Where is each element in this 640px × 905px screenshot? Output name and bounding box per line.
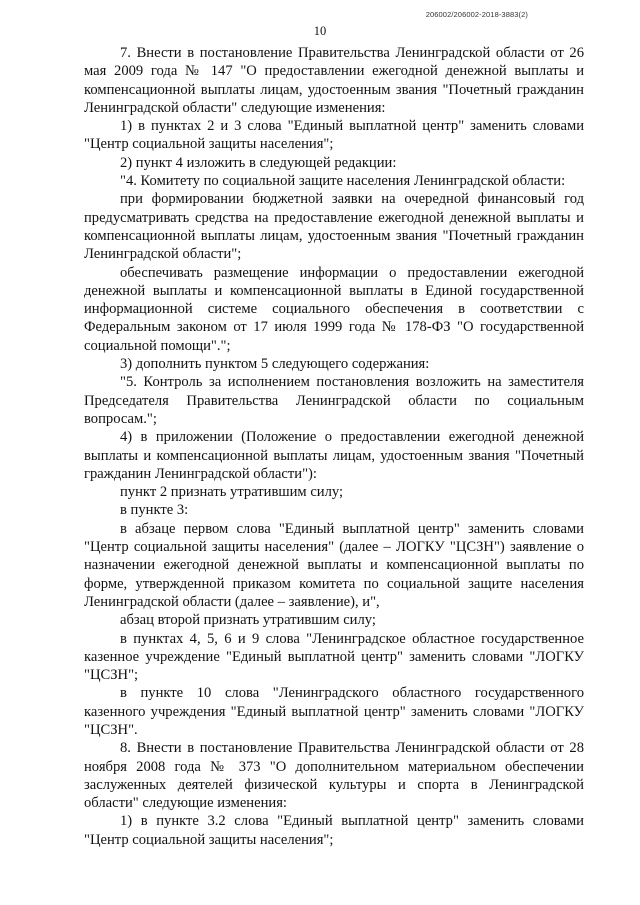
quoted-point-4: "4. Комитету по социальной защите населения Ленинградской области: [120, 173, 566, 190]
points-4-5-6-9: в пунктах 4, 5, 6 и 9 слова "Ленинградское областное государственное казенное учреждение "Единый выплатной центр" заменить словами "ЛОГКУ "ЦСЗН"; [84, 630, 584, 684]
paragraph-7: 7. Внести в постановление Правительства Ленинградской области от 26 мая 2009 года № 147 "О предоставлении ежегодной денежной выплаты и компенсационной выплаты лицам, удостоенным звания "Почетный гражданин Ленинградской области" следующие изменения: [84, 45, 584, 116]
paragraph-7-3: 3) дополнить пунктом 5 следующего содержания: [120, 356, 430, 373]
point-3-second-paragraph: абзац второй признать утратившим силу; [120, 612, 376, 629]
point-10: в пункте 10 слова "Ленинградского областного государственного казенного учреждения "Единый выплатной центр" заменить словами "ЛОГКУ "ЦСЗН". [84, 685, 584, 738]
paragraph-7-2: 2) пункт 4 изложить в следующей редакции: [120, 154, 397, 171]
document-id: 206002/206002-2018-3883(2) [425, 10, 528, 19]
document-body [84, 44, 584, 849]
paragraph-7-1: 1) в пунктах 2 и 3 слова "Единый выплатной центр" заменить словами "Центр социальной защиты населения"; [84, 118, 584, 153]
paragraph-8-1: 1) в пункте 3.2 слова "Единый выплатной центр" заменить словами "Центр социальной защиты населения"; [84, 813, 584, 848]
paragraph-8: 8. Внести в постановление Правительства Ленинградской области от 28 ноября 2008 года № 373 "О дополнительном материальном обеспечении заслуженных деятелей физической культуры и спорта в Ленинградской области" следующие изменения: [84, 740, 584, 812]
quoted-point-4-info: обеспечивать размещение информации о предоставлении ежегодной денежной выплаты и компенсационной выплаты в Единой государственной информационной системе социального обеспечения в соответствии с Федеральным законом от 17 июля 1999 года № 178-ФЗ "О государственной социальной помощи"."; [84, 264, 584, 354]
point-3-intro: в пункте 3: [120, 502, 189, 519]
paragraph-7-4: 4) в приложении (Положение о предоставлении ежегодной денежной выплаты и компенсационной выплаты лицам, удостоенным звания "Почетный гражданин Ленинградской области"): [84, 429, 584, 482]
quoted-point-5: "5. Контроль за исполнением постановления возложить на заместителя Председателя Правительства Ленинградской области по социальным вопросам."; [84, 374, 584, 427]
point-2-void: пункт 2 признать утратившим силу; [120, 484, 344, 501]
page-number: 10 [313, 24, 327, 38]
point-3-first-paragraph: в абзаце первом слова "Единый выплатной центр" заменить словами "Центр социальной защиты населения" (далее – ЛОГКУ "ЦСЗН") заявление о назначении ежегодной денежной выплаты и компенсационной выплаты по форме, утвержденной приказом комитета по социальной защите населения Ленинградской области (далее – заявление), и", [84, 520, 584, 610]
quoted-point-4-budget: при формировании бюджетной заявки на очередной финансовый год предусматривать средства на предоставление ежегодной денежной выплаты и компенсационной выплаты лицам, удостоенным звания "Почетный гражданин Ленинградской области"; [84, 191, 584, 263]
